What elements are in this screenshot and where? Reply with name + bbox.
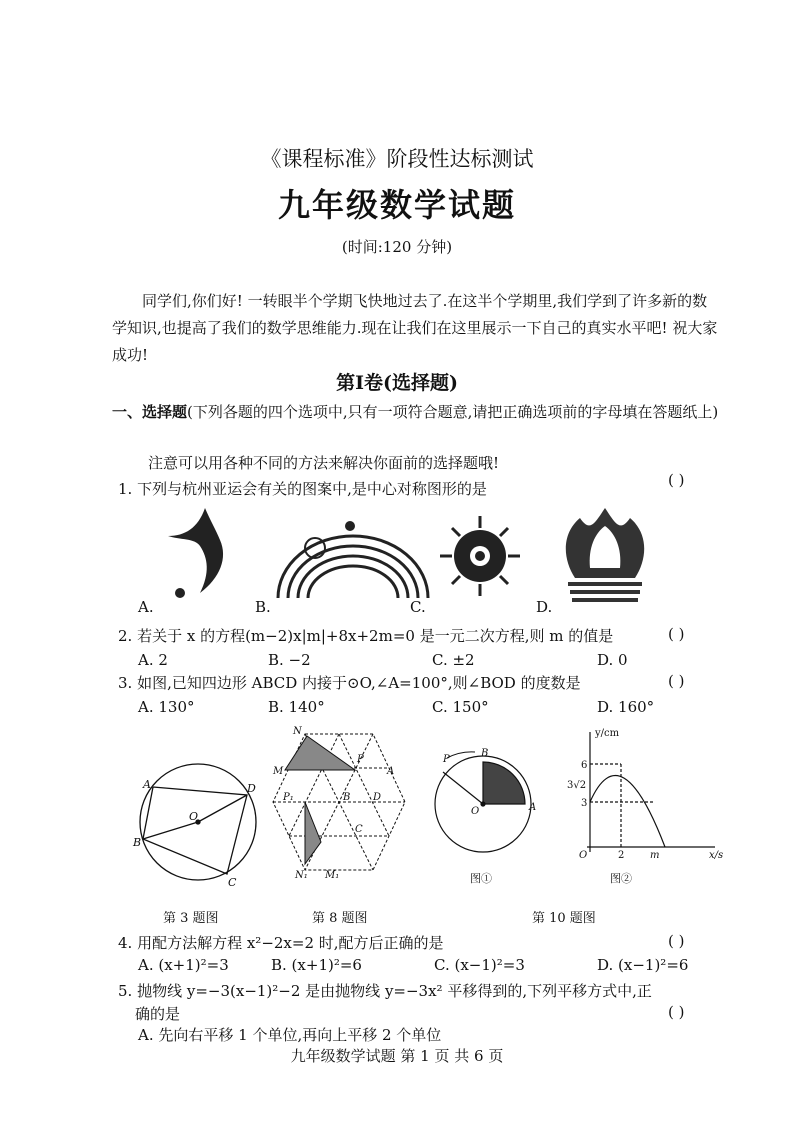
- q5-text: 5. 抛物线 y=−3(x−1)²−2 是由抛物线 y=−3x² 平移得到的,下列平移方式中,正: [118, 982, 652, 1000]
- fig8-point-p1: P₁: [283, 792, 294, 803]
- fig10a-point-o: O: [471, 806, 480, 817]
- fig10b-tick-m: m: [650, 850, 660, 861]
- q3-option-c: C. 150°: [432, 698, 489, 716]
- q4-option-a: A. (x+1)²=3: [138, 956, 229, 974]
- fig10a-point-p: P: [443, 754, 450, 765]
- fig10b-tick-3: 3: [581, 798, 588, 809]
- fig8-point-n: N: [293, 726, 302, 737]
- q1-image-d-lotus: [566, 508, 644, 602]
- fig8-caption: 第 8 题图: [312, 911, 368, 926]
- fig10b-x-label: x/s: [709, 850, 724, 861]
- q2-answer-paren: ( ): [668, 625, 685, 643]
- fig8-point-a: A: [387, 766, 395, 777]
- q1-image-a-whale: [168, 508, 223, 598]
- fig3-point-o: O: [189, 810, 199, 823]
- exam-subtitle: 《课程标准》阶段性达标测试: [260, 147, 534, 171]
- q5-answer-paren: ( ): [668, 1003, 685, 1021]
- fig3-point-d: D: [247, 782, 256, 795]
- fig10a-diagram: [435, 752, 531, 852]
- q4-answer-paren: ( ): [668, 932, 685, 950]
- q2-option-a: A. 2: [138, 651, 168, 669]
- figures-row: [125, 722, 735, 897]
- q1-image-b-rainbow: [278, 521, 428, 598]
- fig8-point-n1: N₁: [295, 870, 308, 881]
- q3-option-a: A. 130°: [138, 698, 195, 716]
- q2-text: 2. 若关于 x 的方程(m−2)x|m|+8x+2m=0 是一元二次方程,则 m 的值是: [118, 627, 614, 645]
- q2-option-c: C. ±2: [432, 651, 475, 669]
- q3-option-d: D. 160°: [597, 698, 655, 716]
- intro-paragraph: 同学们,你们好! 一转眼半个学期飞快地过去了.在这半个学期里,我们学到了许多新的数学知识,也提高了我们的数学思维能力.现在让我们在这里展示一下自己的真实水平吧! 祝大家成功!: [112, 292, 718, 364]
- q4-text: 4. 用配方法解方程 x²−2x=2 时,配方后正确的是: [118, 934, 444, 952]
- q1-image-c-sun: [440, 516, 520, 596]
- q1-text: 1. 下列与杭州亚运会有关的图案中,是中心对称图形的是: [118, 480, 487, 498]
- fig8-point-d: D: [373, 792, 382, 803]
- fig8-point-m: M: [273, 766, 284, 777]
- fig10a-point-a: A: [529, 802, 537, 813]
- fig10-caption: 第 10 题图: [532, 911, 596, 926]
- fig3-point-c: C: [228, 876, 237, 889]
- fig10a-point-b: B: [481, 748, 489, 759]
- page-footer: 九年级数学试题 第 1 页 共 6 页: [290, 1047, 504, 1065]
- q2-option-b: B. −2: [268, 651, 311, 669]
- section-instruction: [112, 400, 727, 425]
- section-heading: 一、选择题: [112, 403, 188, 421]
- q3-option-b: B. 140°: [268, 698, 325, 716]
- q5-text-cont: 确的是: [135, 1005, 181, 1023]
- q3-answer-paren: ( ): [668, 672, 685, 690]
- fig10b-tick-2: 2: [618, 850, 625, 861]
- fig10b-origin: O: [579, 850, 588, 861]
- fig8-point-p: P: [357, 754, 364, 765]
- q1-label-c: C.: [410, 598, 426, 616]
- q2-option-d: D. 0: [597, 651, 628, 669]
- fig10b-tick-3root2: 3√2: [567, 780, 587, 791]
- q4-option-c: C. (x−1)²=3: [434, 956, 525, 974]
- q1-label-b: B.: [255, 598, 271, 616]
- q4-option-d: D. (x−1)²=6: [597, 956, 689, 974]
- exam-time: (时间:120 分钟): [341, 238, 453, 256]
- fig3-point-b: B: [133, 836, 142, 849]
- volume-heading: 第Ⅰ卷(选择题): [336, 372, 458, 394]
- fig10b-y-label: y/cm: [595, 728, 620, 739]
- fig10a-caption: 图①: [470, 872, 492, 885]
- q1-label-a: A.: [138, 598, 154, 616]
- q1-label-d: D.: [536, 598, 553, 616]
- q3-text: 3. 如图,已知四边形 ABCD 内接于⊙O,∠A=100°,则∠BOD 的度数是: [118, 674, 581, 692]
- fig8-point-b: B: [343, 792, 351, 803]
- fig10b-tick-6: 6: [581, 760, 588, 771]
- fig8-point-c: C: [355, 824, 363, 835]
- fig8-point-m1: M₁: [325, 870, 340, 881]
- fig10b-diagram: [587, 732, 715, 852]
- fig10b-caption: 图②: [610, 872, 632, 885]
- q1-images: [150, 498, 740, 618]
- section-note: 注意可以用各种不同的方法来解决你面前的选择题哦!: [148, 454, 500, 472]
- section-instruction-text: (下列各题的四个选项中,只有一项符合题意,请把正确选项前的字母填在答题纸上): [187, 403, 719, 421]
- fig3-caption: 第 3 题图: [163, 911, 219, 926]
- fig3-point-a: A: [143, 778, 151, 791]
- q5-option-a: A. 先向右平移 1 个单位,再向上平移 2 个单位: [138, 1026, 442, 1044]
- q4-option-b: B. (x+1)²=6: [271, 956, 362, 974]
- exam-title: 九年级数学试题: [277, 186, 516, 224]
- q1-answer-paren: ( ): [668, 471, 685, 489]
